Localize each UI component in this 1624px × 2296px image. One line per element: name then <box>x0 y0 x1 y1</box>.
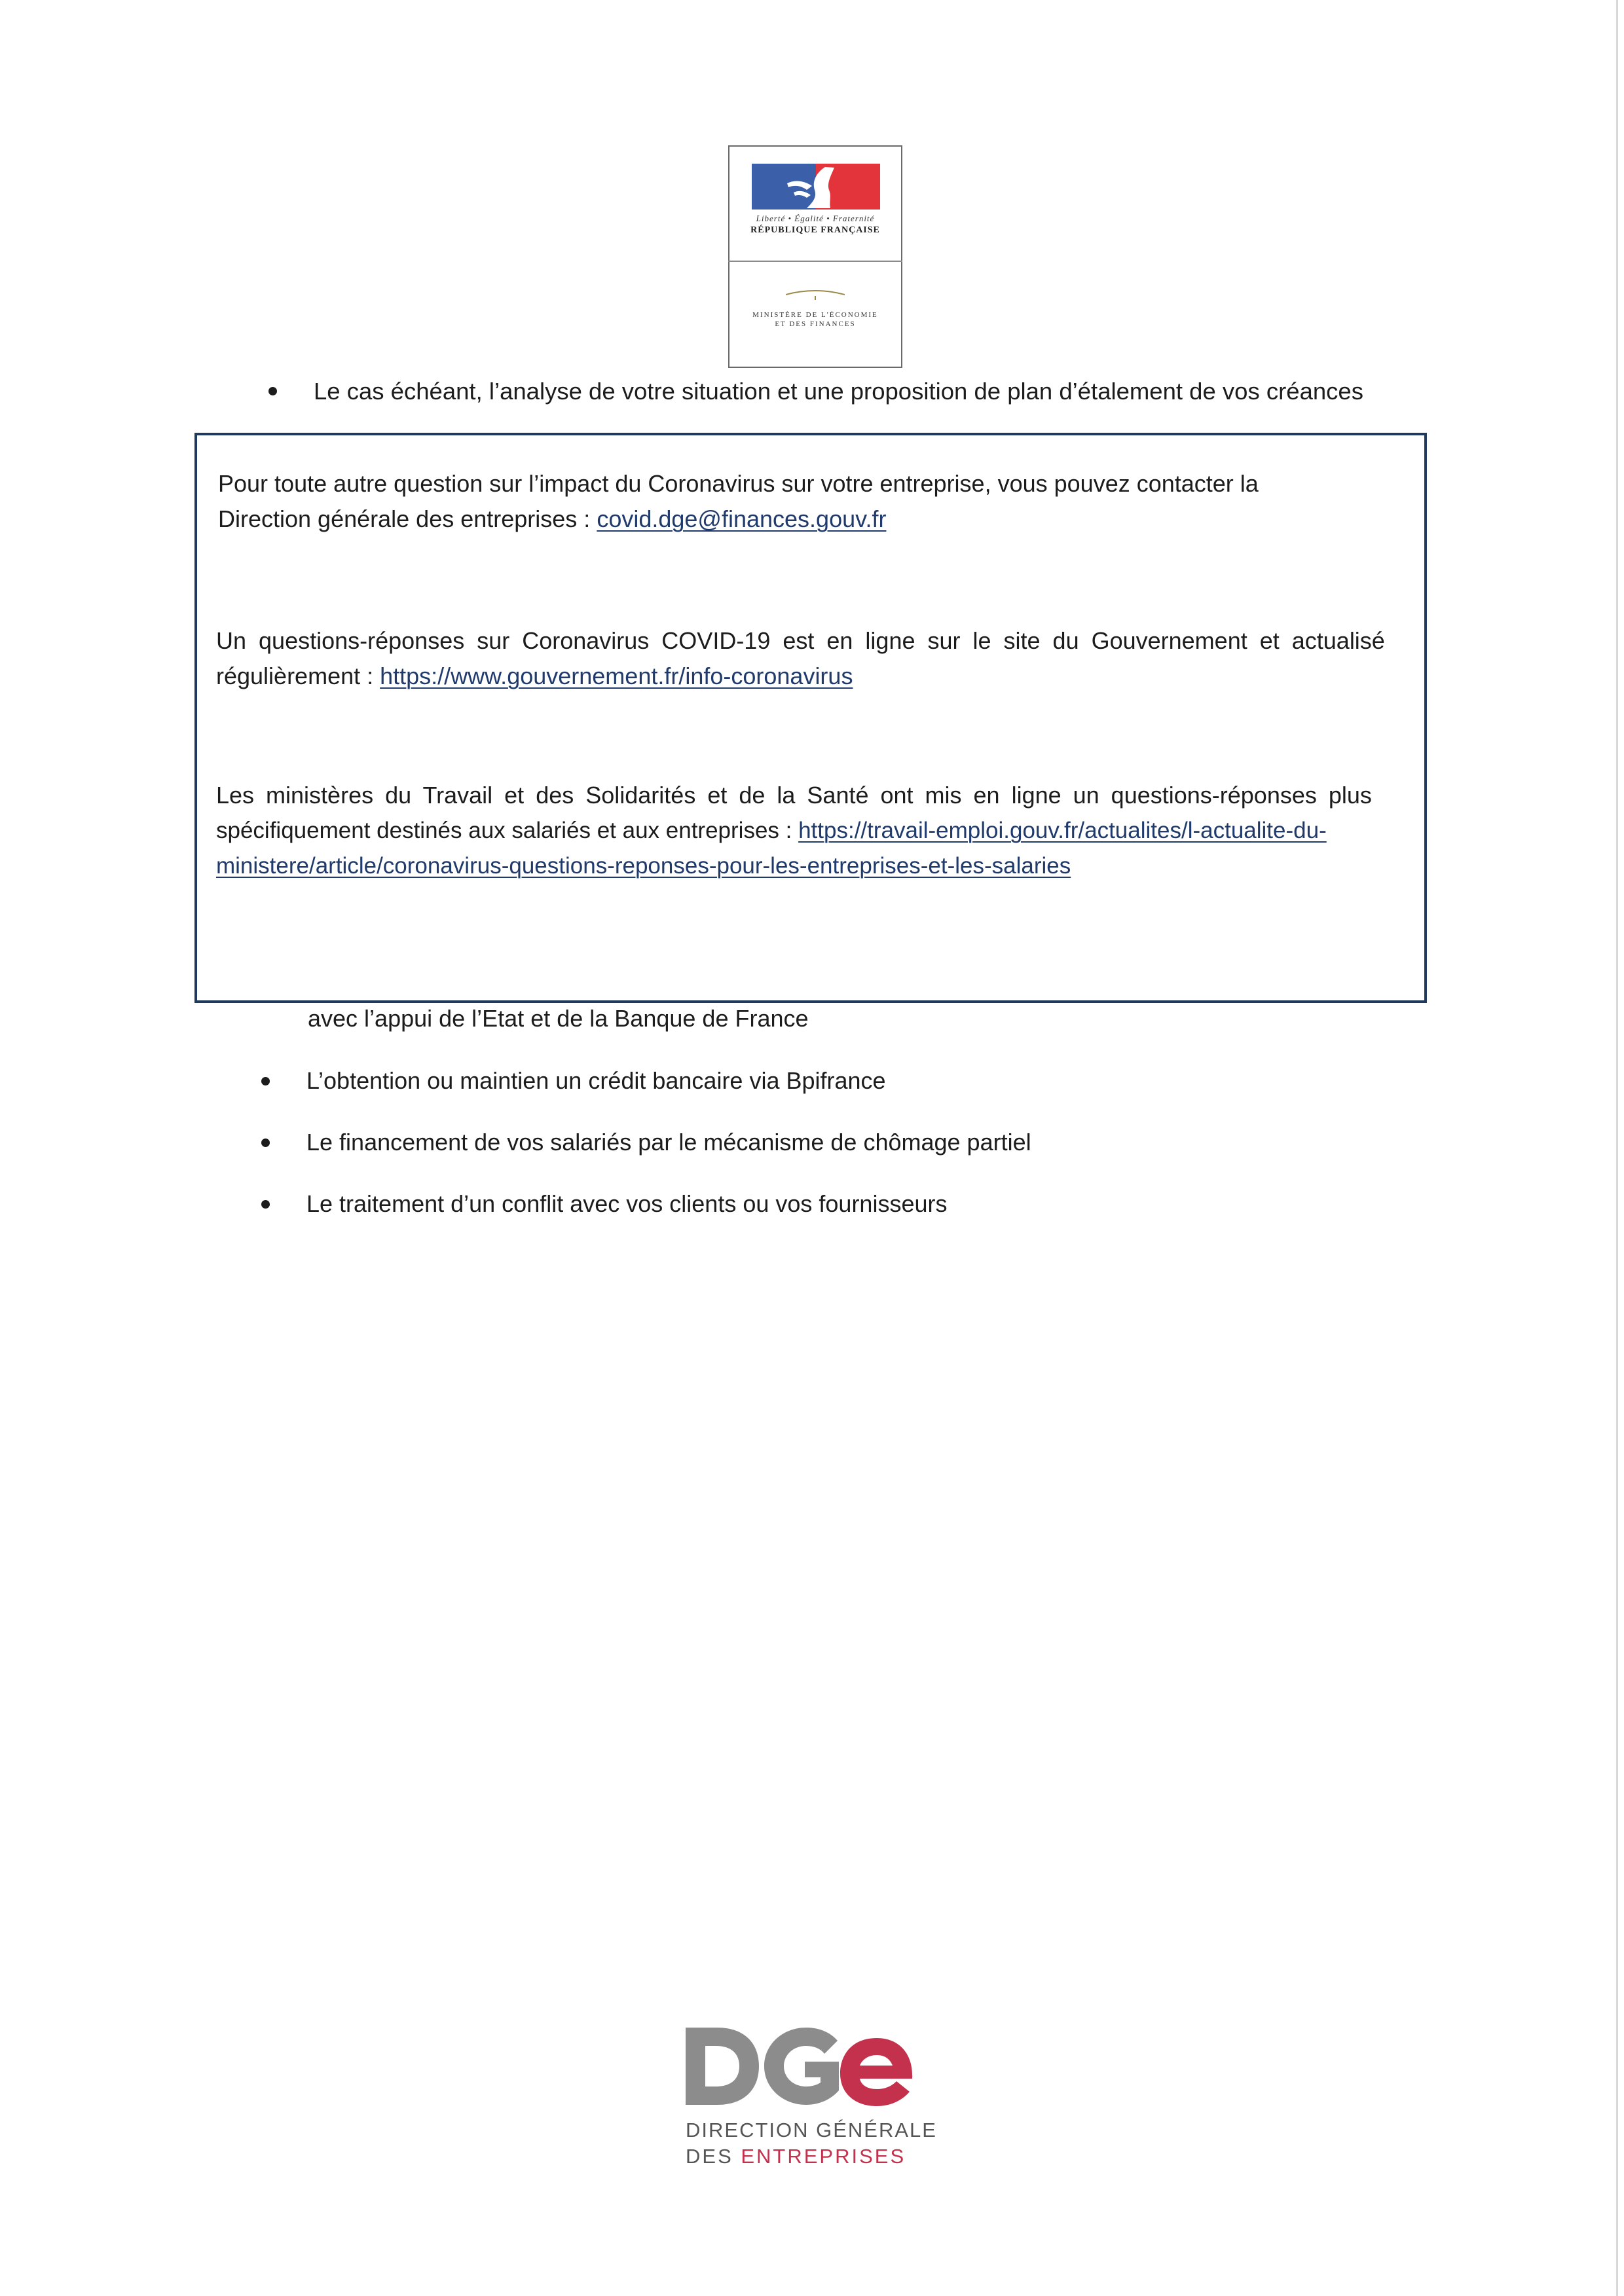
logo-motto: Liberté • Égalité • Fraternité <box>756 213 875 223</box>
logo-ministry-line1: MINISTÈRE DE L'ÉCONOMIE <box>752 311 878 319</box>
top-bullet-text: Le cas échéant, l’analyse de votre situation et une proposition de plan d’étalement de vos créances <box>314 378 1363 405</box>
paragraph-dge-contact <box>218 466 1346 537</box>
dge-line2 <box>686 2145 906 2168</box>
paragraph-line: Les ministères du Travail et des Solidarités et de la Santé ont mis en ligne un questions-réponses plus <box>216 782 1372 809</box>
bullet-dot <box>261 1139 270 1147</box>
travail-emploi-link-continued[interactable]: ministere/article/coronavirus-questions-reponses-pour-les-entreprises-et-les-salaries <box>216 853 1071 879</box>
logo-divider <box>728 261 902 262</box>
logo-republic-text: RÉPUBLIQUE FRANÇAISE <box>750 225 880 235</box>
continuation-text: avec l’appui de l’Etat et de la Banque de France <box>308 1005 809 1032</box>
marianne-logo-icon <box>752 164 880 210</box>
paragraph-line <box>216 659 1404 694</box>
bullet-dot <box>261 1077 270 1085</box>
list-item: L’obtention ou maintien un crédit bancaire via Bpifrance <box>306 1067 886 1094</box>
bullet-dot <box>261 1200 270 1209</box>
paragraph-line <box>218 501 1346 537</box>
paragraph-text: spécifiquement destinés aux salariés et aux entreprises : <box>216 818 799 843</box>
list-item: Le traitement d’un conflit avec vos clients ou vos fournisseurs <box>306 1190 948 1217</box>
ministry-ornament-icon <box>786 288 845 301</box>
paragraph-line: Un questions-réponses sur Coronavirus COVID-19 est en ligne sur le site du Gouvernement et actualisé <box>216 627 1385 654</box>
paragraph-line <box>216 813 1404 848</box>
dge-logo-icon <box>686 2025 913 2107</box>
dge-line2-prefix: DES <box>686 2145 741 2168</box>
paragraph-line: Pour toute autre question sur l’impact du Coronavirus sur votre entreprise, vous pouvez contacter la <box>218 470 1259 497</box>
travail-emploi-link[interactable]: https://travail-emploi.gouv.fr/actualites/l-actualite-du- <box>798 818 1327 843</box>
paragraph-line <box>216 848 1404 884</box>
paragraph-text: régulièrement : <box>216 663 380 689</box>
logo-ministry-text <box>728 310 902 329</box>
gouvernement-link[interactable]: https://www.gouvernement.fr/info-coronavirus <box>380 663 853 689</box>
dge-line1: DIRECTION GÉNÉRALE <box>686 2119 937 2141</box>
logo-ministry-line2: ET DES FINANCES <box>775 320 856 328</box>
scan-edge <box>1616 0 1618 2296</box>
paragraph-ministeres <box>216 778 1404 884</box>
bullet-dot <box>268 387 277 395</box>
email-link[interactable]: covid.dge@finances.gouv.fr <box>597 505 887 532</box>
list-item: Le financement de vos salariés par le mécanisme de chômage partiel <box>306 1129 1031 1156</box>
paragraph-text: Direction générale des entreprises : <box>218 505 597 532</box>
paragraph-gouvernement <box>216 623 1404 694</box>
dge-line2-accent: ENTREPRISES <box>741 2145 906 2168</box>
